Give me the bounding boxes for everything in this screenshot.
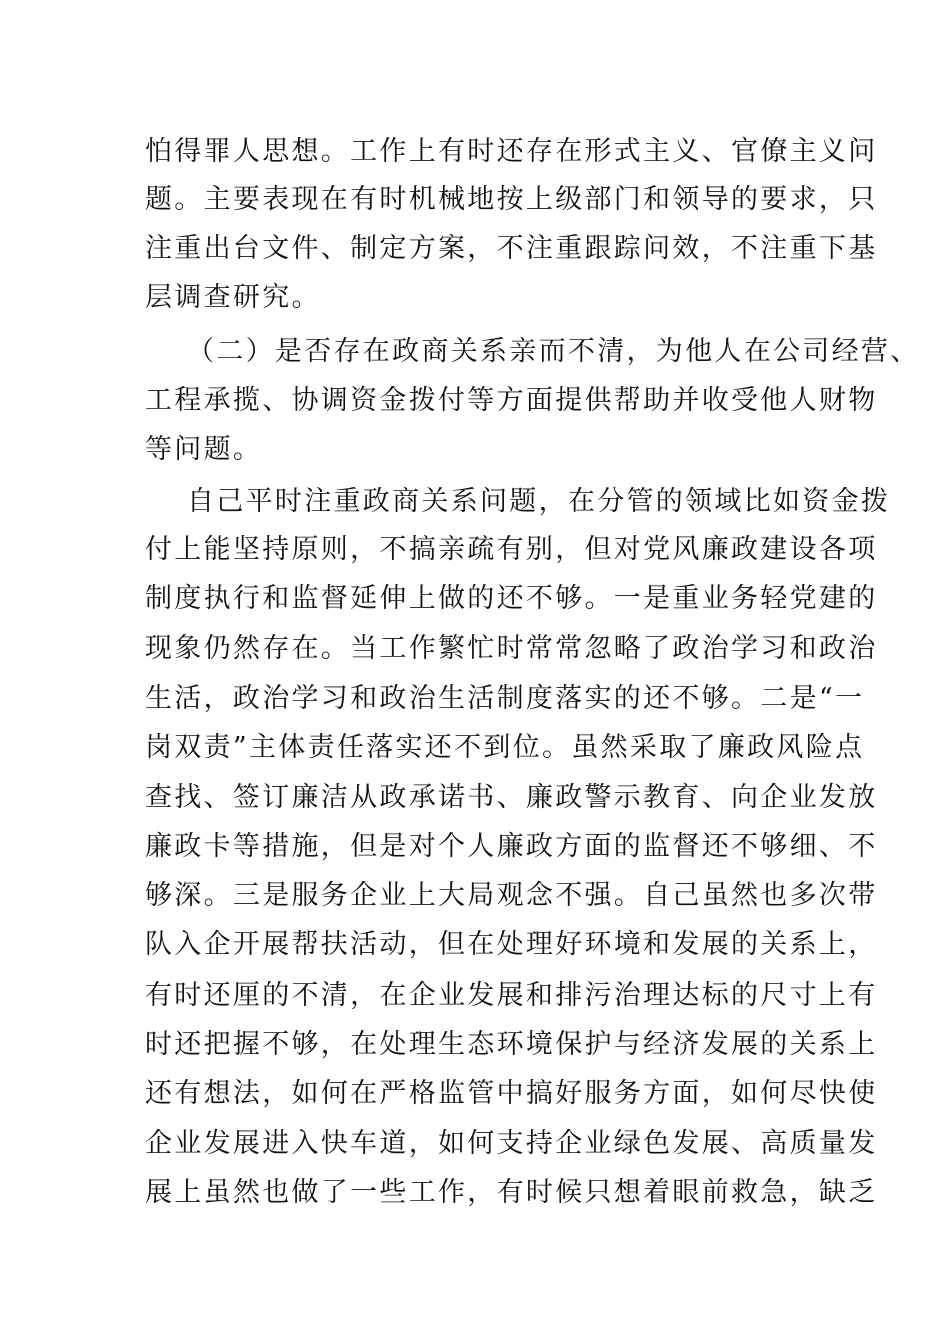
text-line: 岗双责”主体责任落实还不到位。虽然采取了廉政风险点 bbox=[145, 732, 865, 763]
text-line: 付上能坚持原则，不搞亲疏有别，但对党风廉政建设各项 bbox=[145, 534, 878, 565]
text-line: 怕得罪人思想。工作上有时还存在形式主义、官僚主义问 bbox=[145, 136, 878, 167]
text-line: 查找、签订廉洁从政承诺书、廉政警示教育、向企业发放 bbox=[145, 782, 878, 813]
text-line: 企业发展进入快车道，如何支持企业绿色发展、高质量发 bbox=[145, 1128, 878, 1159]
text-line: 注重出台文件、制定方案，不注重跟踪问效，不注重下基 bbox=[145, 233, 878, 264]
text-line: 题。主要表现在有时机械地按上级部门和领导的要求，只 bbox=[145, 184, 878, 215]
text-line: 还有想法，如何在严格监管中搞好服务方面，如何尽快使 bbox=[145, 1078, 878, 1109]
text-line: 队入企开展帮扶活动，但在处理好环境和发展的关系上， bbox=[145, 929, 878, 960]
text-line: 制度执行和监督延伸上做的还不够。一是重业务轻党建的 bbox=[145, 583, 878, 614]
text-line: 层调查研究。 bbox=[145, 282, 321, 313]
text-line: 现象仍然存在。当工作繁忙时常常忽略了政治学习和政治 bbox=[145, 633, 878, 664]
text-line: 生活，政治学习和政治生活制度落实的还不够。二是“一 bbox=[145, 683, 865, 714]
text-line: 够深。三是服务企业上大局观念不强。自己虽然也多次带 bbox=[145, 880, 878, 911]
text-line: 展上虽然也做了一些工作，有时候只想着眼前救急，缺乏 bbox=[145, 1177, 878, 1208]
paragraph-first-line: 自己平时注重政商关系问题，在分管的领域比如资金拨 bbox=[187, 486, 891, 517]
text-line: 廉政卡等措施，但是对个人廉政方面的监督还不够细、不 bbox=[145, 831, 878, 862]
text-line: 等问题。 bbox=[145, 434, 263, 465]
text-line: 有时还厘的不清，在企业发展和排污治理达标的尺寸上有 bbox=[145, 980, 878, 1011]
text-line: 时还把握不够，在处理生态环境保护与经济发展的关系上 bbox=[145, 1029, 878, 1060]
text-line: 工程承揽、协调资金拨付等方面提供帮助并收受他人财物 bbox=[145, 385, 878, 416]
section-heading: （二）是否存在政商关系亲而不清，为他人在公司经营、 bbox=[187, 336, 920, 367]
